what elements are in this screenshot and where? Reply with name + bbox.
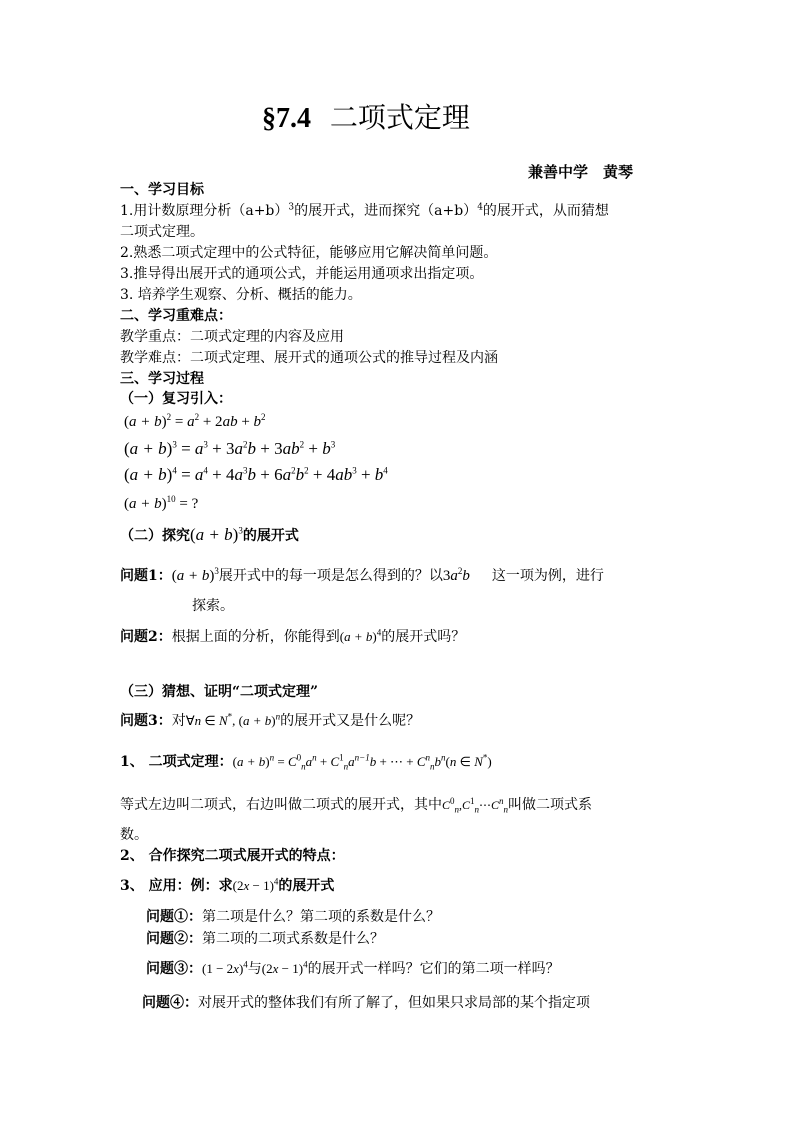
goal-1-part-a: 1.用计数原理分析（a+b）	[120, 203, 289, 219]
section-number: §7.4	[262, 103, 311, 134]
example-question-3: 问题③：$(1 - 2x)^4$与$(2x - 1)^4$的展开式一样吗？它们的第二项一样吗？	[146, 959, 560, 977]
theorem-description: 等式左边叫二项式，右边叫做二项式的展开式，其中$C^0_n,C^1_n\cdots C^n_n$叫做二项式系	[120, 796, 593, 815]
formula-square: $(a + b)^2 = a^2 + 2ab + b^2$	[124, 412, 266, 430]
goal-4: 3. 培养学生观察、分析、概括的能力。	[120, 287, 362, 303]
goal-1-part-b: 的展开式，进而探究（a+b）	[294, 203, 478, 219]
question-3-text-a: 对	[171, 713, 186, 729]
part-1-heading: （一）复习引入：	[120, 391, 232, 407]
theorem-description-b: 叫做二项式系	[508, 797, 593, 813]
part-2-heading-b: 的展开式	[242, 528, 299, 544]
teaching-key-point: 教学重点：二项式定理的内容及应用	[120, 329, 344, 345]
part-2-heading: （二）探究$(a + b)^3$的展开式	[120, 525, 299, 544]
goal-2: 2.熟悉二项式定理中的公式特征，能够应用它解决简单问题。	[120, 245, 498, 261]
question-1-cont: 探索。	[192, 598, 234, 614]
question-1: 问题1：$(a + b)^3$展开式中的每一项是怎么得到的？以$3a^2b$ 这一项为例，进行	[120, 566, 604, 584]
example-question-4-label: 问题④：	[142, 995, 198, 1011]
question-2-text-a: 根据上面的分析，你能得到	[171, 629, 340, 645]
example-question-4	[142, 993, 590, 1013]
goal-1-part-c: 的展开式，从而猜想	[482, 203, 609, 219]
example-question-4-text: 对展开式的整体我们有所了解了，但如果只求局部的某个指定项	[198, 995, 590, 1011]
question-3-text-b: 的展开式又是什么呢？	[280, 713, 421, 729]
part-2-heading-a: （二）探究	[120, 528, 190, 544]
question-2-text-b: 的展开式吗？	[381, 629, 466, 645]
formula-tenth: $(a + b)^{10}$ = ?	[124, 494, 199, 512]
theorem-description-a: 等式左边叫二项式，右边叫做二项式的展开式，其中	[120, 797, 442, 813]
formula-cube: $(a + b)^3 = a^3 + 3a^2b + 3ab^2 + b^3$	[124, 439, 336, 458]
cooperative-exploration: 2、 合作探究二项式展开式的特点：	[120, 848, 345, 864]
question-1-text-b: 这一项为例，进行	[491, 568, 604, 584]
section-1-heading: 一、学习目标	[120, 182, 204, 198]
example-question-3-text: 的展开式一样吗？它们的第二项一样吗？	[307, 961, 560, 977]
application-example: 3、 应用：例：求$(2x - 1)^4$的展开式	[120, 876, 335, 894]
goal-1-exp-1: 3	[288, 202, 295, 213]
formula-fourth: $(a + b)^4 = a^4 + 4a^3b + 6a^2b^2 + 4ab^3 + b^4$	[124, 465, 388, 484]
example-question-2-text: 第二项的二项式系数是什么？	[202, 931, 384, 947]
example-question-1-label: 问题①：	[146, 909, 202, 925]
goal-1-exp-2: 4	[477, 202, 483, 213]
title-text: 二项式定理	[329, 101, 470, 134]
example-question-2	[146, 929, 384, 949]
goal-3: 3.推导得出展开式的通项公式，并能运用通项求出指定项。	[120, 266, 484, 282]
goal-1	[120, 201, 609, 221]
part-3-heading: （三）猜想、证明“二项式定理”	[120, 684, 319, 700]
question-1-text-a: 展开式中的每一项是怎么得到的？以	[218, 568, 443, 584]
example-question-1	[146, 907, 440, 927]
question-2-label: 问题2：	[120, 629, 172, 645]
theorem-line: 1、 二项式定理：$(a + b)^n = C^0_na^n + C^1_na^{n-1}b$ + ⋯ + $C^n_nb^n(n$ ∈ N*)	[120, 752, 492, 772]
goal-1-cont: 二项式定理。	[120, 224, 204, 240]
section-3-heading: 三、学习过程	[120, 371, 204, 387]
theorem-description-cont: 数。	[120, 827, 148, 843]
example-question-3-label: 问题③：	[146, 961, 202, 977]
example-question-2-label: 问题②：	[146, 931, 202, 947]
question-2: 问题2：根据上面的分析，你能得到$(a + b)^4$的展开式吗？	[120, 627, 466, 645]
application-example-a: 3、 应用：例：求	[120, 878, 233, 894]
section-2-heading: 二、学习重难点：	[120, 308, 232, 324]
question-1-label: 问题1：	[120, 568, 172, 584]
example-question-3-mid: 与	[247, 961, 262, 977]
teaching-difficulty: 教学难点：二项式定理、展开式的通项公式的推导过程及内涵	[120, 350, 498, 366]
question-3-label: 问题3：	[120, 713, 172, 729]
author-line: 兼善中学 黄琴	[528, 163, 634, 181]
theorem-label: 1、 二项式定理：	[120, 754, 233, 770]
page-title	[262, 100, 470, 137]
question-3: 问题3：对∀n ∈ N*, $(a + b)^n$的展开式又是什么呢？	[120, 711, 421, 729]
application-example-b: 的展开式	[278, 878, 335, 894]
example-question-1-text: 第二项是什么？第二项的系数是什么？	[202, 909, 440, 925]
